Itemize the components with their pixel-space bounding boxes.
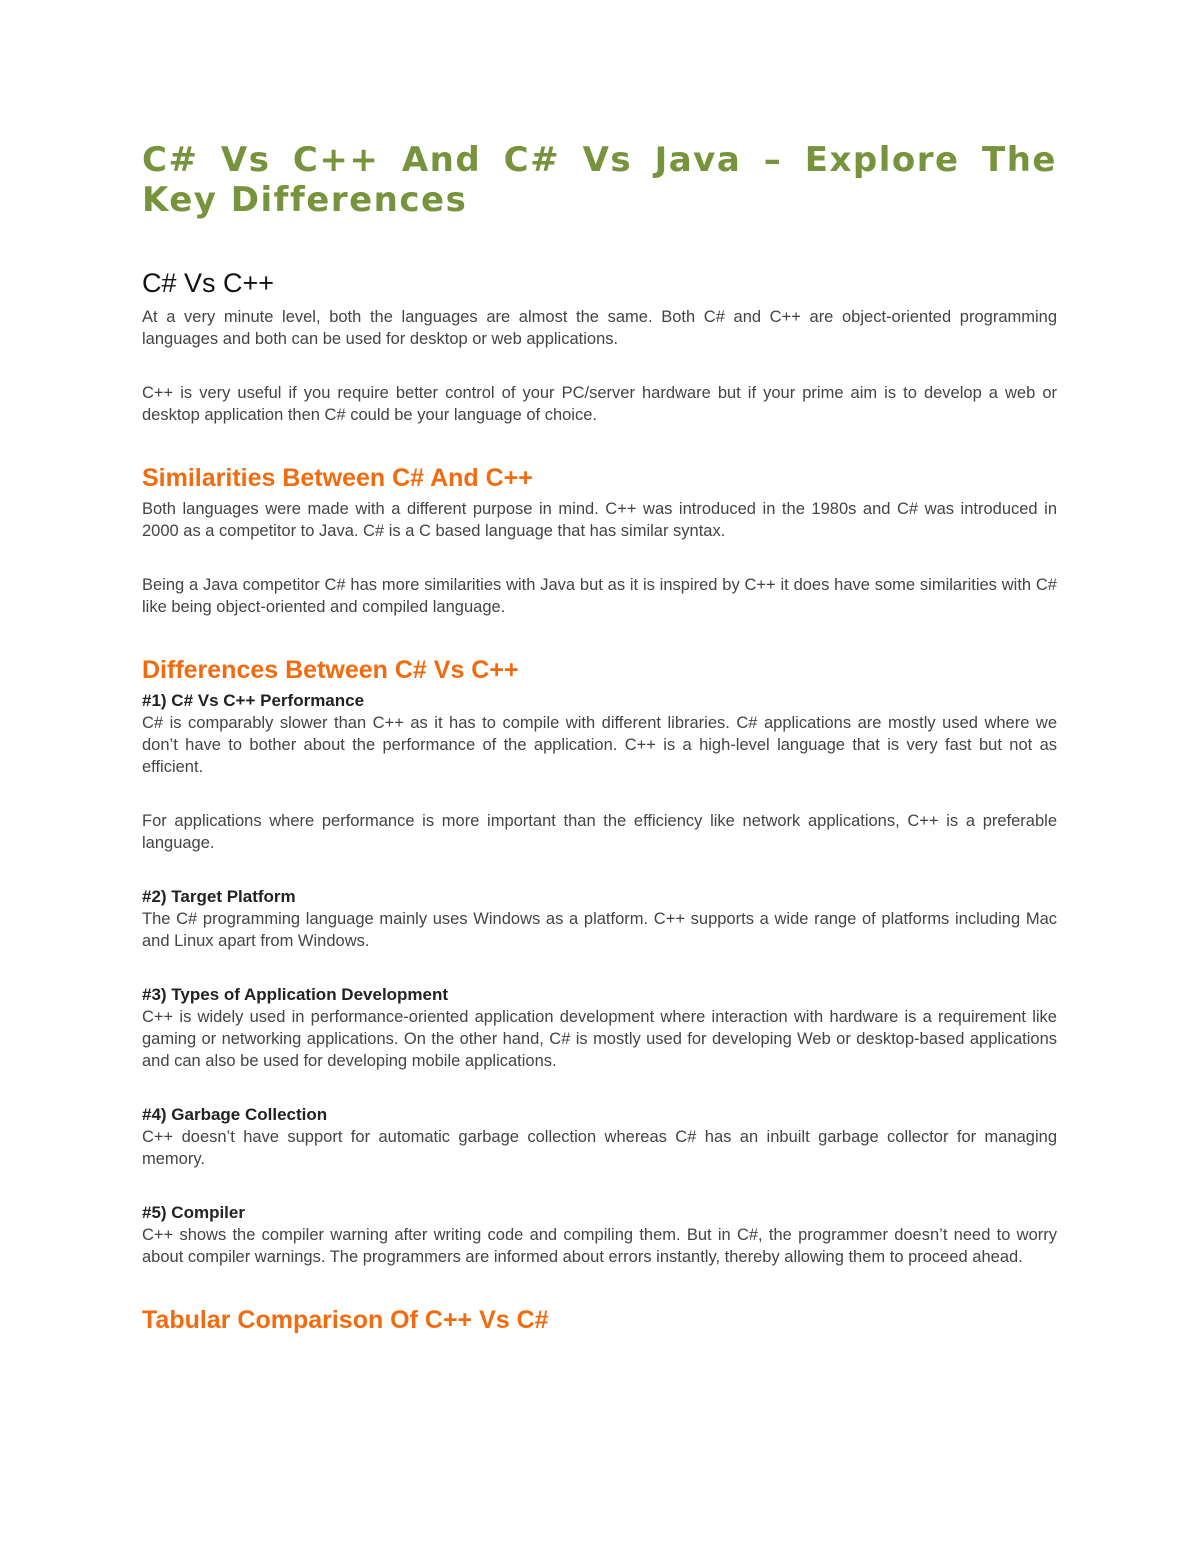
section-heading-csharp-vs-cpp: C# Vs C++ xyxy=(142,268,275,298)
paragraph: Both languages were made with a different purpose in mind. C++ was introduced in the 1980s and C# was introduced in 2000 as a competitor to Java. C# is a C based language that has similar syntax. xyxy=(142,500,1057,540)
subheading-performance: #1) C# Vs C++ Performance xyxy=(142,691,365,710)
document-title: C# Vs C++ And C# Vs Java – Explore The Key Differences xyxy=(142,140,1057,220)
paragraph: C++ is widely used in performance-oriented application development where interaction with hardware is a requirement like gaming or networking applications. On the other hand, C# is mostly used for developing Web or desktop-based applications and can also be used for developing mobile applications. xyxy=(142,1008,1057,1070)
paragraph: C++ shows the compiler warning after writing code and compiling them. But in C#, the programmer doesn’t need to worry about compiler warnings. The programmers are informed about errors instantly, thereby allowing them to proceed ahead. xyxy=(142,1226,1057,1266)
paragraph: The C# programming language mainly uses Windows as a platform. C++ supports a wide range of platforms including Mac and Linux apart from Windows. xyxy=(142,910,1057,950)
paragraph: At a very minute level, both the languages are almost the same. Both C# and C++ are object-oriented programming languages and both can be used for desktop or web applications. xyxy=(142,308,1057,348)
subheading-garbage-collection: #4) Garbage Collection xyxy=(142,1105,328,1124)
subheading-application-development: #3) Types of Application Development xyxy=(142,985,449,1004)
paragraph: C++ is very useful if you require better control of your PC/server hardware but if your prime aim is to develop a web or desktop application then C# could be your language of choice. xyxy=(142,384,1057,424)
subheading-target-platform: #2) Target Platform xyxy=(142,887,296,906)
subheading-compiler: #5) Compiler xyxy=(142,1203,245,1222)
paragraph: C# is comparably slower than C++ as it has to compile with different libraries. C# applications are mostly used where we don’t have to bother about the performance of the application. C++ is a high-level language that is very fast but not as efficient. xyxy=(142,714,1057,776)
section-heading-tabular-comparison: Tabular Comparison Of C++ Vs C# xyxy=(142,1306,549,1334)
paragraph: For applications where performance is more important than the efficiency like network applications, C++ is a preferable language. xyxy=(142,812,1057,852)
paragraph: C++ doesn’t have support for automatic garbage collection whereas C# has an inbuilt garbage collector for managing memory. xyxy=(142,1128,1057,1168)
section-heading-differences: Differences Between C# Vs C++ xyxy=(142,656,519,684)
paragraph: Being a Java competitor C# has more similarities with Java but as it is inspired by C++ it does have some similarities with C# like being object-oriented and compiled language. xyxy=(142,576,1057,616)
section-heading-similarities: Similarities Between C# And C++ xyxy=(142,464,533,492)
